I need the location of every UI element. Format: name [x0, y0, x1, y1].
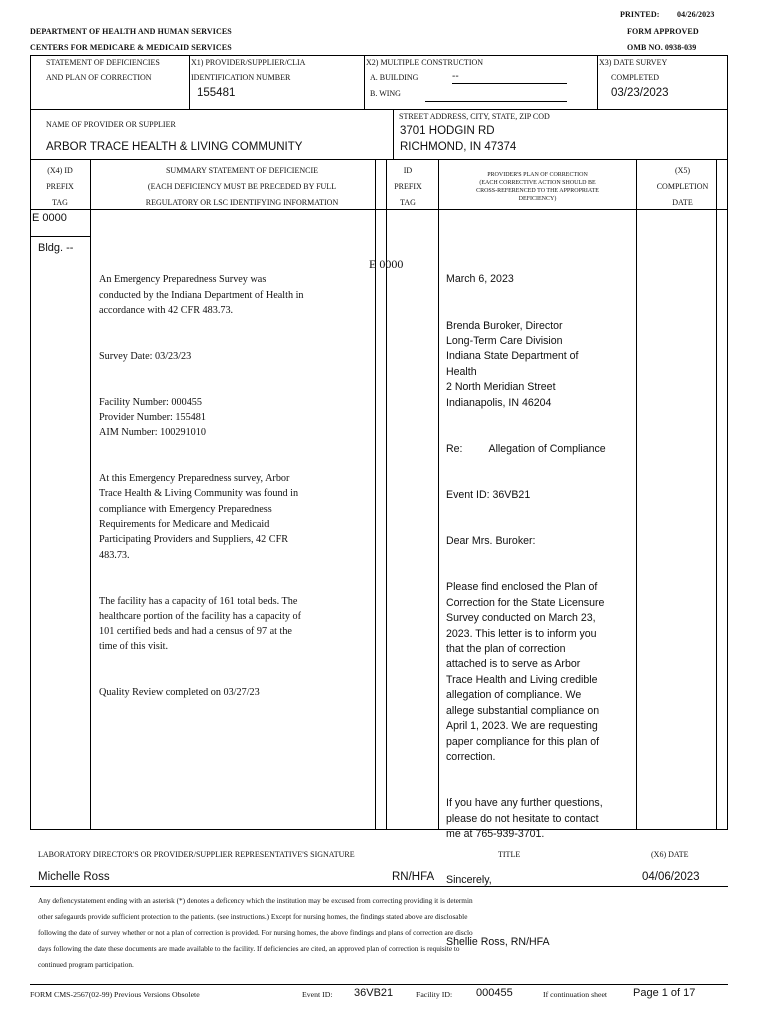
- footer-event-label: Event ID:: [302, 990, 333, 999]
- id-prefix-tag: E 0000: [369, 257, 404, 271]
- signer-title: RN/HFA: [392, 871, 435, 883]
- summary-paragraph: Facility Number: 000455 Provider Number: 155481 AIM Number: 100291010: [99, 396, 206, 439]
- x6-date-label: (X6) DATE: [651, 850, 689, 859]
- provider-name-label: NAME OF PROVIDER OR SUPPLIER: [46, 120, 176, 129]
- rule: [393, 109, 394, 160]
- omb-number: OMB NO. 0938-039: [627, 43, 697, 52]
- plan-header-2: (EACH CORRECTIVE ACTION SHOULD BE: [479, 180, 596, 186]
- letter-salutation: Dear Mrs. Buroker:: [446, 535, 536, 548]
- summary-paragraph: Survey Date: 03/23/23: [99, 350, 192, 362]
- building-underline: [452, 83, 567, 84]
- statement-label: STATEMENT OF DEFICIENCIES: [46, 58, 160, 67]
- wing-label: B. WING: [370, 89, 401, 98]
- letter-date: March 6, 2023: [446, 273, 514, 286]
- statement-label-2: AND PLAN OF CORRECTION: [46, 73, 152, 82]
- signature-date: 04/06/2023: [642, 871, 700, 883]
- plan-of-correction-letter: [446, 257, 634, 981]
- rule: [597, 55, 598, 110]
- summary-paragraph: An Emergency Preparedness Survey was conducted by the Indiana Department of Health in accordance with 42 CFR 483.73.: [99, 274, 304, 316]
- footnote-line: other safegaurds provide sufficient protection to the patients. (see instructions.) Except for nursing homes, the findings stated above are disclosable: [38, 912, 468, 921]
- printed-label: PRINTED:: [620, 10, 660, 19]
- tag-underline: [30, 236, 91, 237]
- id-header: ID: [403, 166, 413, 175]
- summary-paragraph: At this Emergency Preparedness survey, Arbor Trace Health & Living Community was found in compliance with Emergency Preparedness Requirements for Medicare and Medicaid Participating Providers and Suppliers, 42 CFR 483.73.: [99, 473, 299, 561]
- x4-header: (X4) ID: [47, 166, 73, 175]
- footnote-line: continued program participation.: [38, 960, 134, 969]
- survey-label-2: COMPLETED: [611, 73, 659, 82]
- signature-rule: [30, 886, 728, 887]
- letter-signature: Shellie Ross, RN/HFA: [446, 935, 550, 948]
- x5-header: (X5): [674, 166, 691, 175]
- rule: [727, 55, 728, 110]
- id-header-2: PREFIX: [394, 182, 422, 191]
- letter-event-id: Event ID: 36VB21: [446, 489, 531, 502]
- centers-title: CENTERS FOR MEDICARE & MEDICAID SERVICES: [30, 43, 232, 52]
- provider-id-label-2: IDENTIFICATION NUMBER: [191, 73, 291, 82]
- x4-header-2: PREFIX: [46, 182, 74, 191]
- address-line-1: 3701 HODGIN RD: [400, 125, 495, 137]
- form-approved: FORM APPROVED: [627, 27, 699, 36]
- summary-header-2: (EACH DEFICIENCY MUST BE PRECEDED BY FULL: [147, 182, 337, 191]
- rule: [30, 109, 31, 160]
- rule: [30, 159, 31, 830]
- building-value: --: [452, 71, 459, 82]
- summary-header-3: REGULATORY OR LSC IDENTIFYING INFORMATION: [145, 198, 339, 207]
- rule: [30, 55, 31, 110]
- letter-body: Please find enclosed the Plan of Correction for the State Licensure Survey conducted on March 23, 2023. This letter is to inform you that the plan of correction attached is to serve as Arbor Trace Health and Living credible allegation of compliance. We allege substantial compliance on April 1, 2023. We are requesting paper compliance for this plan of correction.: [446, 581, 605, 763]
- footnote-line: days following the date these documents are made available to the facility. If deficiencies are cited, an approved plan of correction is requisite to: [38, 944, 460, 953]
- footer-event-id: 36VB21: [354, 987, 394, 999]
- department-title: DEPARTMENT OF HEALTH AND HUMAN SERVICES: [30, 27, 232, 36]
- plan-header: PROVIDER'S PLAN OF CORRECTION: [487, 172, 588, 178]
- column-header-rule: [30, 209, 728, 210]
- signature-label: LABORATORY DIRECTOR'S OR PROVIDER/SUPPLIER REPRESENTATIVE'S SIGNATURE: [38, 850, 355, 859]
- plan-header-4: DEFICIENCY): [518, 196, 557, 202]
- printed-date: 04/26/2023: [677, 10, 715, 19]
- prefix-tag: E 0000: [32, 212, 67, 224]
- footer-rule: [30, 984, 728, 985]
- summary-statement: [99, 257, 371, 731]
- building-ref: Bldg. --: [38, 242, 74, 254]
- rule: [727, 109, 728, 160]
- rule: [30, 109, 728, 110]
- rule: [727, 159, 728, 830]
- x5-header-3: DATE: [672, 198, 693, 207]
- header-top-rule: [30, 55, 728, 56]
- rule: [189, 55, 190, 110]
- form-number: FORM CMS-2567(02-99) Previous Versions Obsolete: [30, 990, 200, 999]
- rule: [438, 159, 439, 830]
- page-number: Page 1 of 17: [633, 987, 696, 999]
- rule: [30, 159, 728, 160]
- footnote-line: following the date of survey whether or not a plan of correction is provided. For nursing homes, the above findings and plans of correction are disclo: [38, 928, 473, 937]
- x5-header-2: COMPLETION: [656, 182, 709, 191]
- continuation-label: If continuation sheet: [543, 990, 608, 999]
- building-label: A. BUILDING: [370, 73, 419, 82]
- title-label: TITLE: [498, 850, 521, 859]
- letter-questions: If you have any further questions, please do not hesitate to contact me at 765-939-3701.: [446, 797, 603, 840]
- signer-name: Michelle Ross: [38, 871, 110, 883]
- wing-underline: [425, 101, 567, 102]
- letter-closing: Sincerely,: [446, 874, 492, 887]
- letter-re-line: [446, 442, 634, 457]
- survey-label: X3) DATE SURVEY: [599, 58, 668, 67]
- plan-header-3: CROSS-REFERENCED TO THE APPROPRIATE: [476, 188, 599, 194]
- footnote-line: Any defiencystatement ending with an asterisk (*) denotes a deficency which the institution may be excused from correcting providing it is determin: [38, 896, 473, 905]
- provider-name: ARBOR TRACE HEALTH & LIVING COMMUNITY: [46, 141, 303, 153]
- construction-label: X2) MULTIPLE CONSTRUCTION: [366, 58, 484, 67]
- footer-facility-label: Facility ID:: [416, 990, 453, 999]
- provider-id-value: 155481: [197, 87, 236, 99]
- rule: [364, 55, 365, 110]
- footer-facility-id: 000455: [476, 987, 513, 999]
- letter-re-label: Re:: [446, 442, 463, 455]
- x4-header-3: TAG: [52, 198, 68, 207]
- rule: [90, 159, 91, 830]
- rule: [716, 159, 717, 830]
- address-line-2: RICHMOND, IN 47374: [400, 141, 517, 153]
- summary-paragraph: The facility has a capacity of 161 total beds. The healthcare portion of the facility has a capacity of 101 certified beds and had a census of 97 at the time of this visit.: [99, 595, 301, 653]
- survey-date-value: 03/23/2023: [611, 87, 669, 99]
- summary-paragraph: Quality Review completed on 03/27/23: [99, 687, 260, 699]
- id-header-3: TAG: [400, 198, 416, 207]
- summary-header: SUMMARY STATEMENT OF DEFICIENCIE: [165, 166, 319, 175]
- provider-id-label: X1) PROVIDER/SUPPLIER/CLIA: [191, 58, 306, 67]
- rule: [636, 159, 637, 830]
- letter-recipient: Brenda Buroker, Director Long-Term Care Division Indiana State Department of Health 2 North Meridian Street Indianapolis, IN 46204: [446, 319, 579, 409]
- letter-re-value: Allegation of Compliance: [488, 442, 606, 455]
- address-label: STREET ADDRESS, CITY, STATE, ZIP COD: [399, 112, 550, 121]
- disclaimer-footnote: [38, 893, 738, 973]
